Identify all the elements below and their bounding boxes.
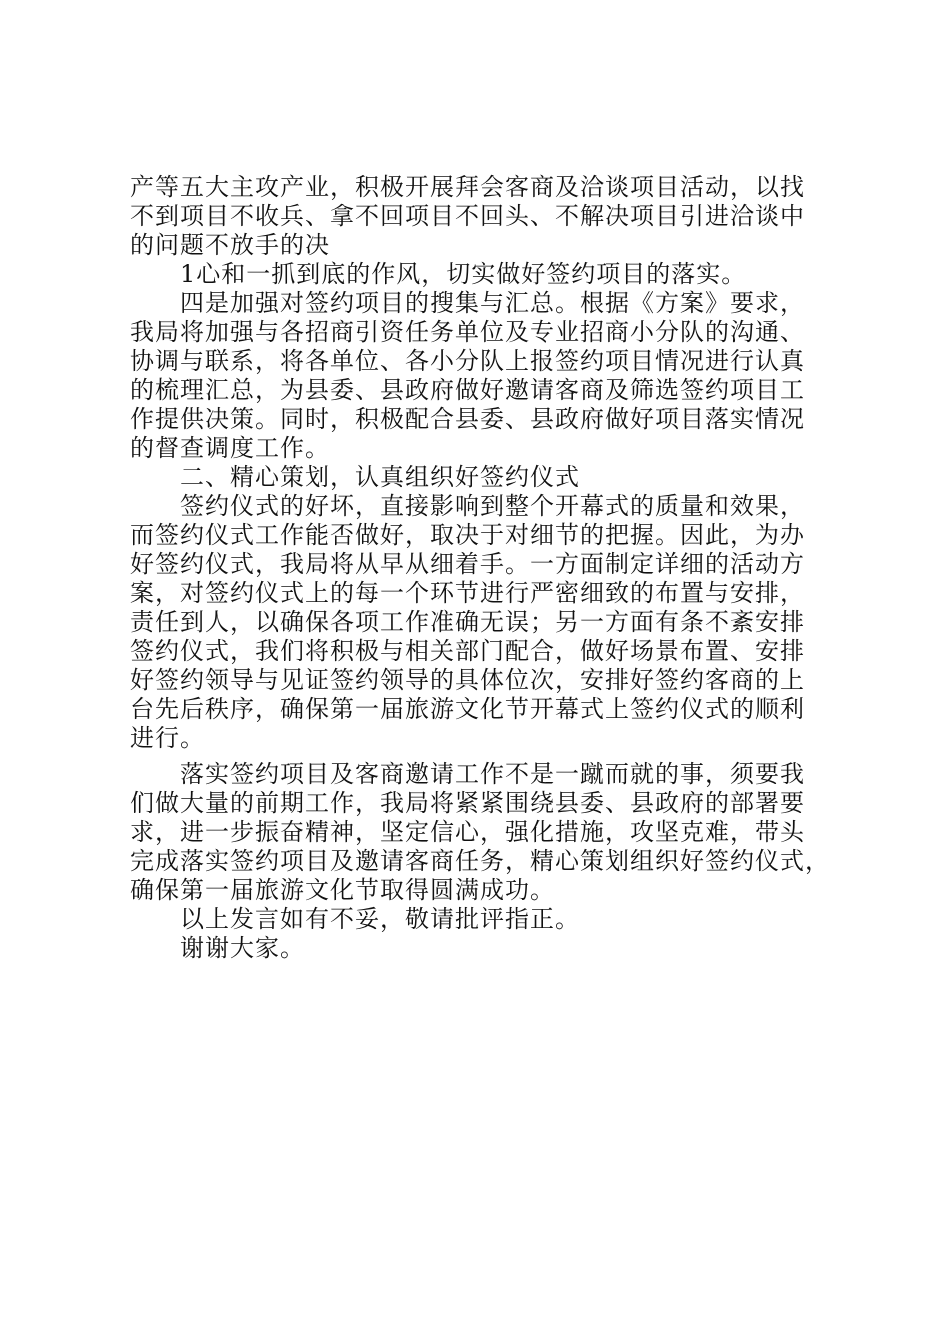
body-line: 好签约仪式，我局将从早从细着手。一方面制定详细的活动方 — [130, 550, 805, 578]
body-line: 我局将加强与各招商引资任务单位及专业招商小分队的沟通、 — [130, 318, 805, 346]
body-line: 不到项目不收兵、拿不回项目不回头、不解决项目引进洽谈中 — [130, 202, 805, 230]
body-line: 产等五大主攻产业，积极开展拜会客商及洽谈项目活动，以找 — [130, 173, 805, 201]
closing-line: 以上发言如有不妥，敬请批评指正。 — [180, 905, 580, 933]
body-line: 们做大量的前期工作，我局将紧紧围绕县委、县政府的部署要 — [130, 789, 805, 817]
body-line: 责任到人，以确保各项工作准确无误；另一方面有条不紊安排 — [130, 608, 805, 636]
body-line: 协调与联系，将各单位、各小分队上报签约项目情况进行认真 — [130, 347, 805, 375]
body-line: 台先后秩序，确保第一届旅游文化节开幕式上签约仪式的顺利 — [130, 695, 805, 723]
body-line: 案，对签约仪式上的每一个环节进行严密细致的布置与安排， — [130, 579, 805, 607]
paragraph-start-line: 签约仪式的好坏，直接影响到整个开幕式的质量和效果， — [180, 492, 805, 520]
body-line: 而签约仪式工作能否做好，取决于对细节的把握。因此，为办 — [130, 521, 805, 549]
body-line: 完成落实签约项目及邀请客商任务，精心策划组织好签约仪式， — [130, 847, 830, 875]
body-line: 1心和一抓到底的作风，切实做好签约项目的落实。 — [180, 260, 747, 288]
document-body — [130, 173, 830, 963]
section-heading: 二、精心策划，认真组织好签约仪式 — [180, 463, 580, 491]
paragraph-start-line: 落实签约项目及客商邀请工作不是一蹴而就的事，须要我 — [180, 760, 805, 788]
body-line: 签约仪式，我们将积极与相关部门配合，做好场景布置、安排 — [130, 637, 805, 665]
thanks-line: 谢谢大家。 — [180, 934, 305, 962]
paragraph-start-line: 四是加强对签约项目的搜集与汇总。根据《方案》要求， — [180, 289, 805, 317]
body-line: 好签约领导与见证签约领导的具体位次，安排好签约客商的上 — [130, 666, 805, 694]
body-line: 的督查调度工作。 — [130, 434, 330, 462]
body-line: 进行。 — [130, 724, 205, 752]
body-line: 的梳理汇总，为县委、县政府做好邀请客商及筛选签约项目工 — [130, 376, 805, 404]
body-line: 求，进一步振奋精神，坚定信心，强化措施，攻坚克难，带头 — [130, 818, 805, 846]
paragraph-gap — [130, 753, 830, 760]
body-line: 确保第一届旅游文化节取得圆满成功。 — [130, 876, 555, 904]
body-line: 的问题不放手的决 — [130, 231, 330, 259]
body-line: 作提供决策。同时，积极配合县委、县政府做好项目落实情况 — [130, 405, 805, 433]
